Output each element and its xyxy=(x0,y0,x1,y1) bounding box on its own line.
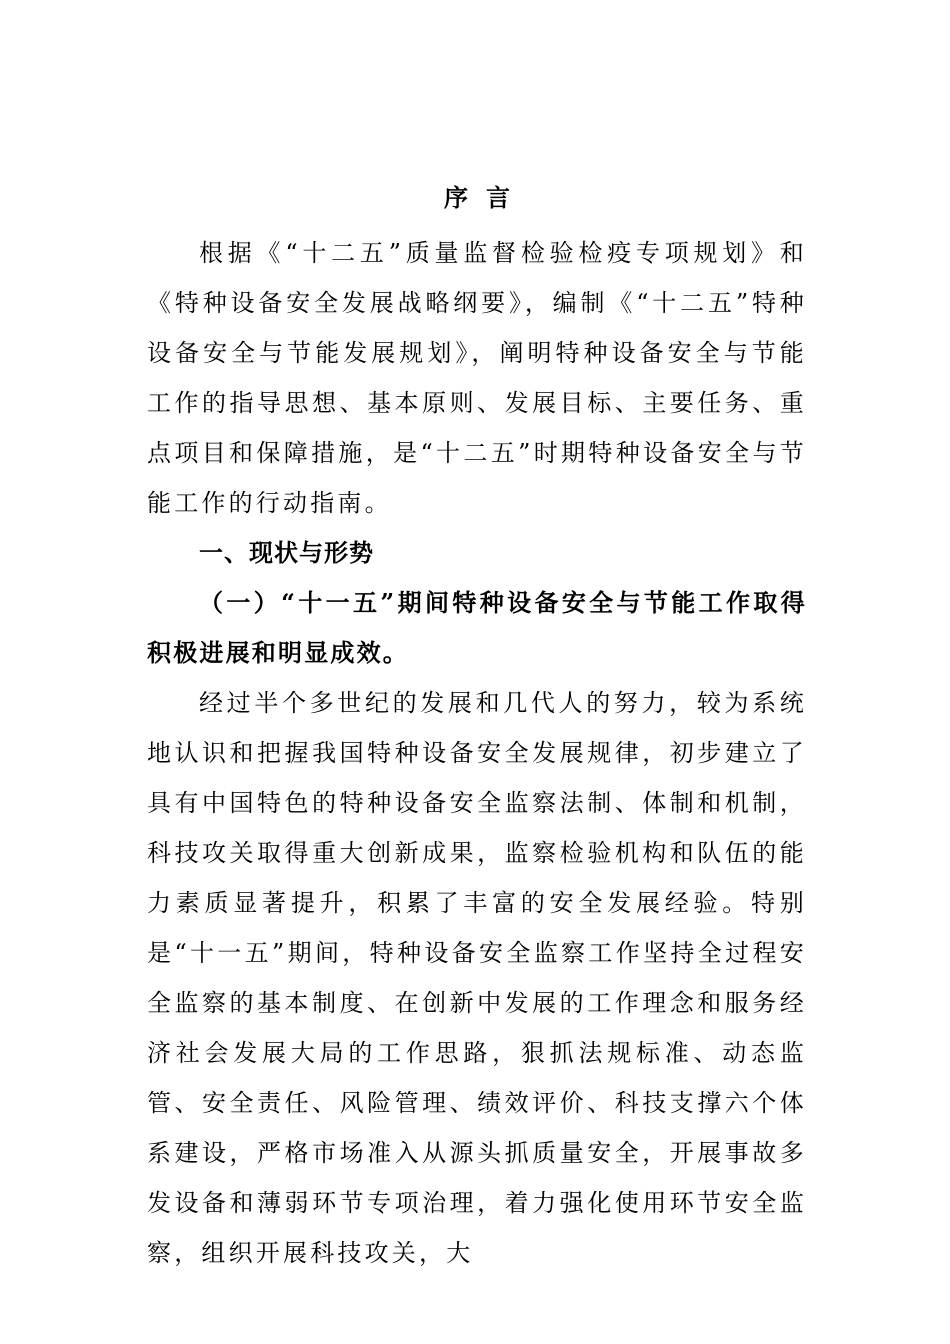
section-heading: 一、现状与形势 xyxy=(199,538,374,567)
body-paragraph: 经过半个多世纪的发展和几代人的努力，较为系统地认识和把握我国特种设备安全发展规律，初步建立了具有中国特色的特种设备安全监察法制、体制和机制，科技攻关取得重大创新成果，监察检验机构和队伍的能力素质显著提升，积累了丰富的安全发展经验。特别是“十一五”期间，特种设备安全监察工作坚持全过程安全监察的基本制度、在创新中发展的工作理念和服务经济社会发展大局的工作思路，狠抓法规标准、动态监管、安全责任、风险管理、绩效评价、科技支撑六个体系建设，严格市场准入从源头抓质量安全，开展事故多发设备和薄弱环节专项治理，着力强化使用环节安全监察，组织开展科技攻关，大 xyxy=(147,689,807,1267)
subsection-heading: （一）“十一五”期间特种设备安全与节能工作取得积极进展和明显成效。 xyxy=(147,588,807,667)
document-body xyxy=(147,178,807,1278)
page-title: 序言 xyxy=(444,183,528,212)
preface-paragraph: 根据《“十二五”质量监督检验检疫专项规划》和《特种设备安全发展战略纲要》，编制《“十二五”特种设备安全与节能发展规划》，阐明特种设备安全与节能工作的指导思想、基本原则、发展目标、主要任务、重点项目和保障措施，是“十二五”时期特种设备安全与节能工作的行动指南。 xyxy=(147,239,807,517)
